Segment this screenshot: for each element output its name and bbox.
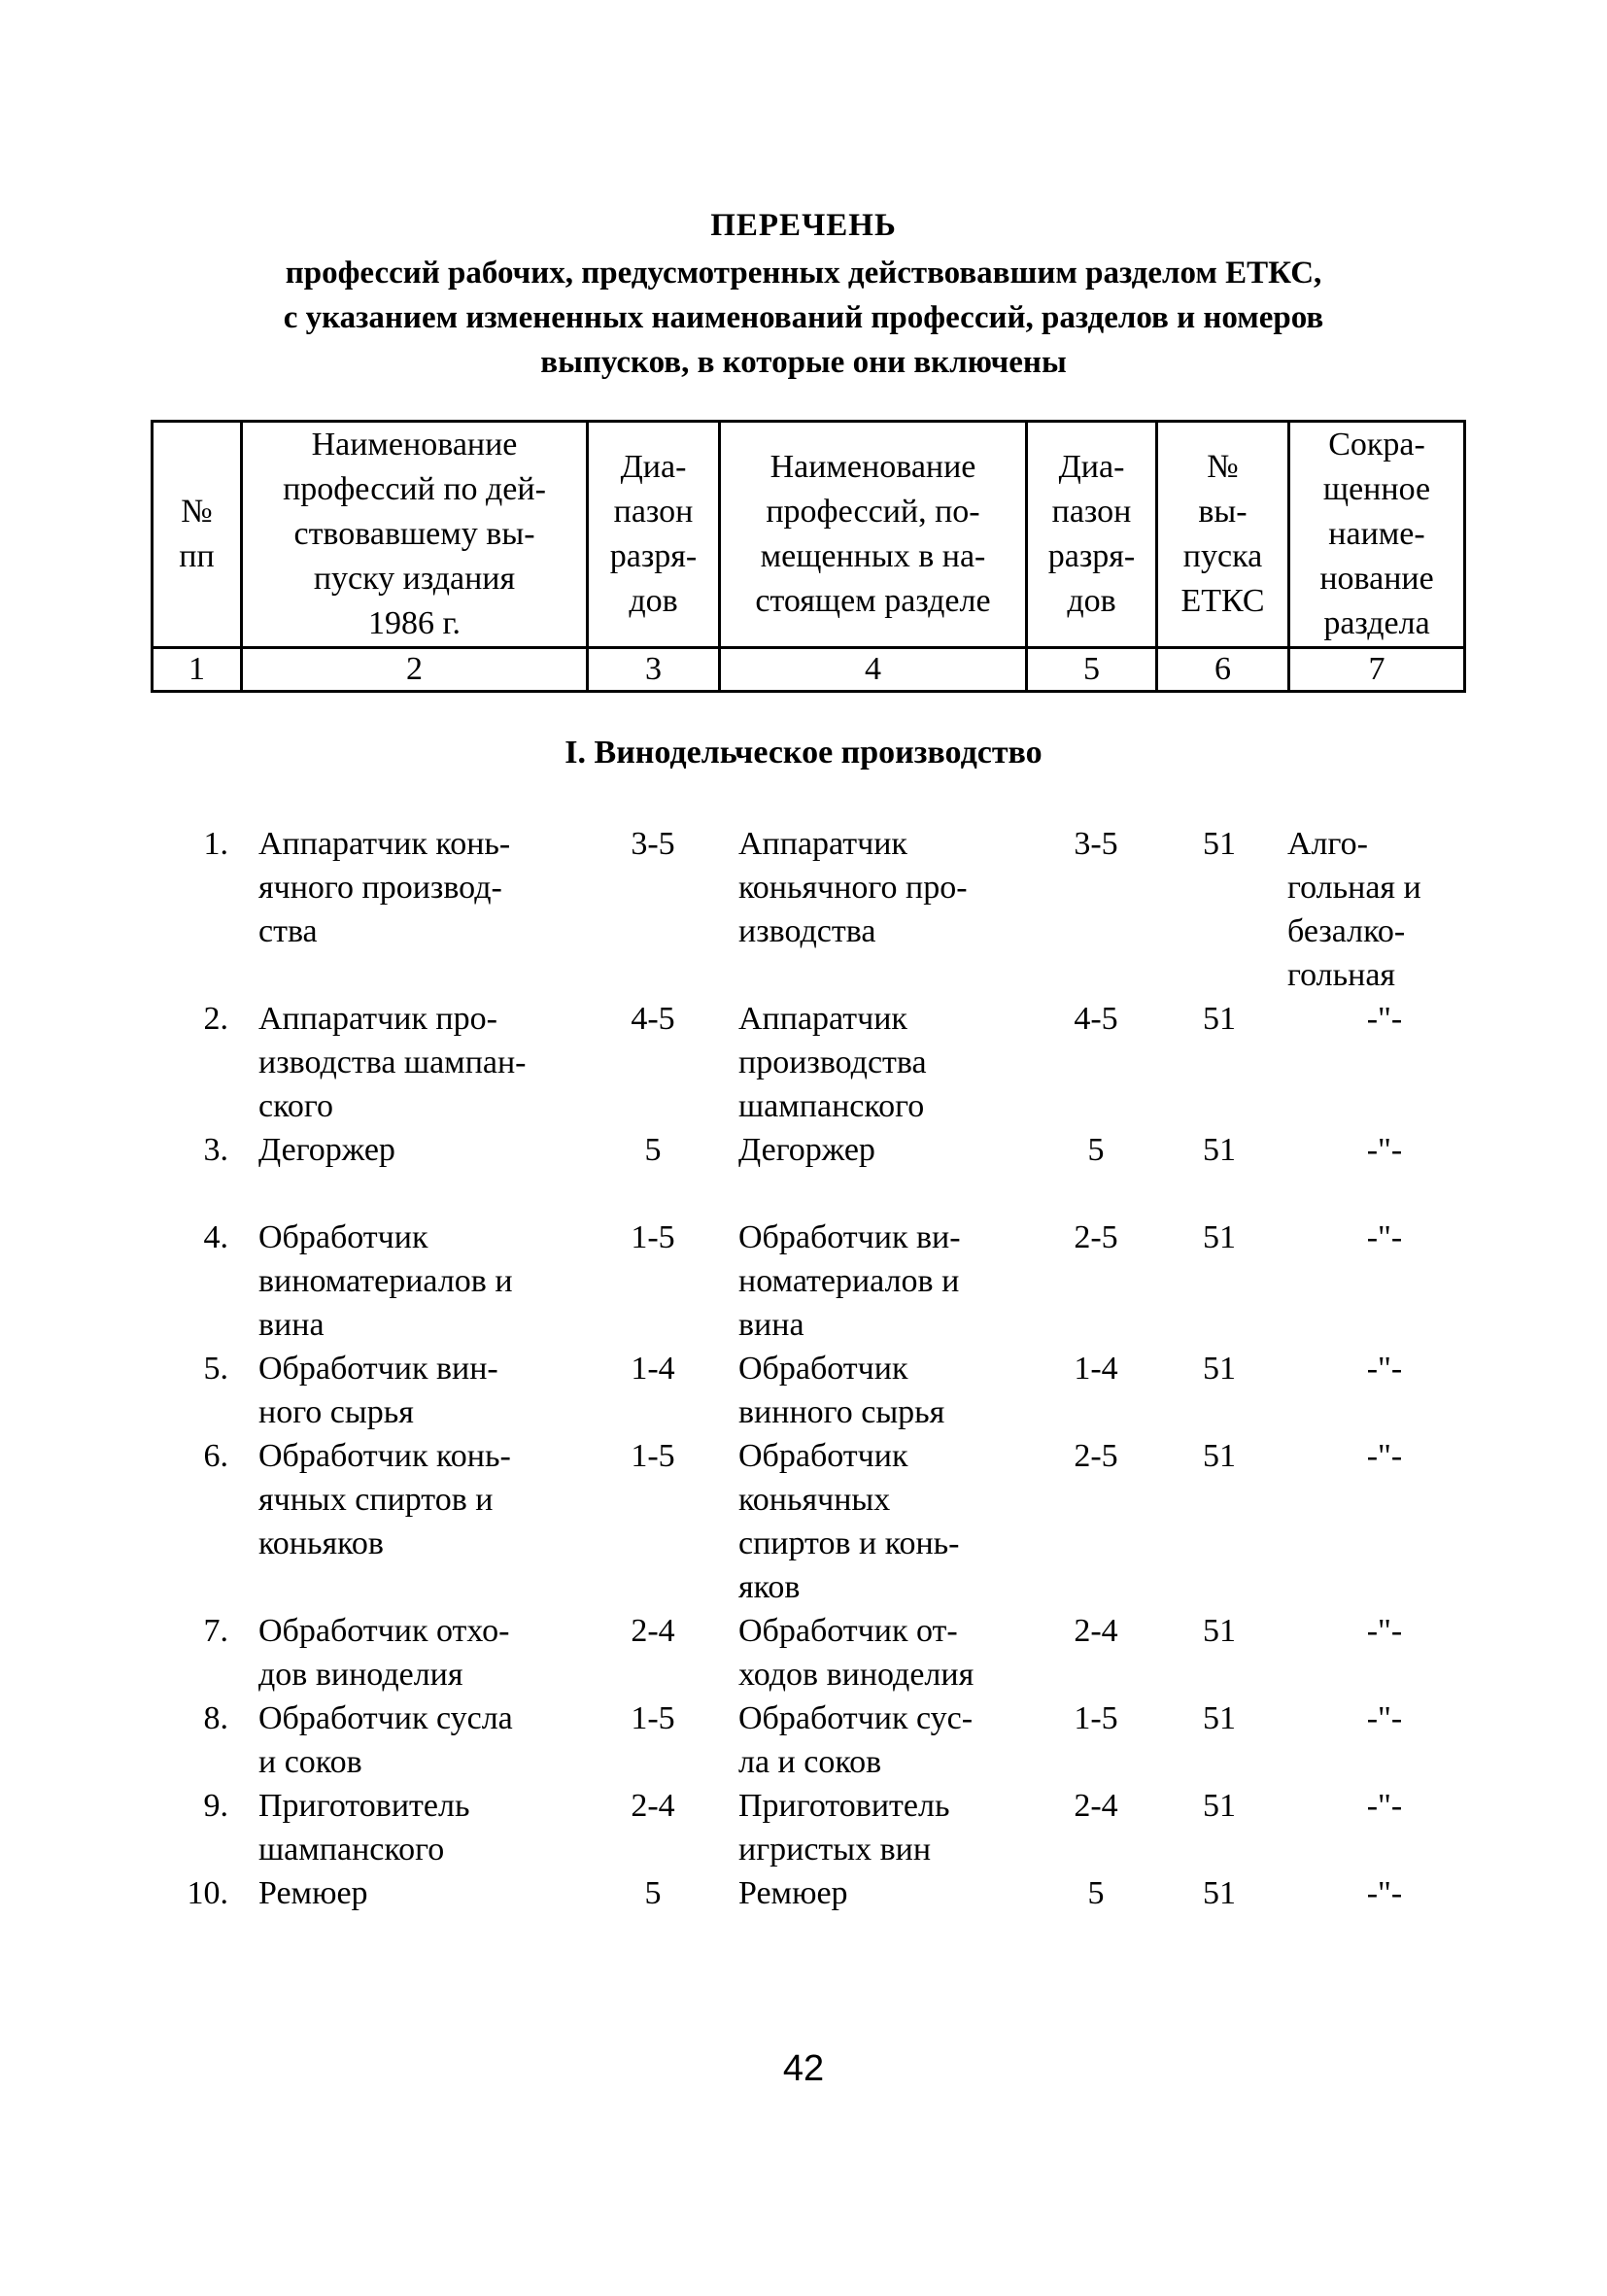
header-cell-new-range: Диа- пазон разря- дов — [1027, 422, 1157, 648]
row-number: 9. — [203, 1788, 228, 1824]
issue-number: 51 — [1203, 1613, 1236, 1649]
row-number: 5. — [203, 1351, 228, 1387]
issue-number: 51 — [1203, 1700, 1236, 1736]
column-number: 3 — [588, 648, 720, 692]
column-number: 7 — [1289, 648, 1465, 692]
new-profession-name: Обработчик коньячных спиртов и конь- яков — [738, 1438, 960, 1605]
document-subtitle — [0, 251, 1607, 385]
new-grade-range: 2-4 — [1074, 1613, 1118, 1649]
row-number: 7. — [203, 1613, 228, 1649]
column-header-table — [151, 420, 1466, 693]
old-grade-range: 1-4 — [631, 1351, 675, 1387]
header-cell-issue: № вы- пуска ЕТКС — [1157, 422, 1289, 648]
old-grade-range: 5 — [644, 1875, 662, 1911]
issue-number: 51 — [1203, 1788, 1236, 1824]
header-cell-new-profession: Наименование профессий, по- мещенных в на- стоящем разделе — [720, 422, 1027, 648]
new-profession-name: Обработчик ви- номатериалов и вина — [738, 1219, 961, 1343]
header-row — [153, 422, 1465, 648]
old-grade-range: 1-5 — [631, 1700, 675, 1736]
new-profession-name: Обработчик сус- ла и соков — [738, 1700, 974, 1780]
old-profession-name: Обработчик отхо- дов виноделия — [258, 1613, 510, 1693]
row-number: 10. — [187, 1875, 228, 1911]
new-grade-range: 5 — [1087, 1875, 1105, 1911]
old-grade-range: 5 — [644, 1132, 662, 1168]
section-short-name: -"- — [1366, 1219, 1403, 1255]
section-short-name: -"- — [1366, 1351, 1403, 1387]
old-grade-range: 3-5 — [631, 826, 675, 862]
issue-number: 51 — [1203, 826, 1236, 862]
issue-number: 51 — [1203, 1438, 1236, 1474]
column-number: 1 — [153, 648, 242, 692]
new-profession-name: Аппаратчик производства шампанского — [738, 1001, 927, 1124]
old-grade-range: 1-5 — [631, 1219, 675, 1255]
new-profession-name: Дегоржер — [738, 1132, 875, 1168]
new-grade-range: 1-5 — [1074, 1700, 1118, 1736]
header-cell-section-name: Сокра- щенное наиме- нование раздела — [1289, 422, 1465, 648]
issue-number: 51 — [1203, 1875, 1236, 1911]
section-short-name: -"- — [1366, 1438, 1403, 1474]
old-profession-name: Обработчик виноматериалов и вина — [258, 1219, 513, 1343]
header-cell-number: № пп — [153, 422, 242, 648]
row-number: 4. — [203, 1219, 228, 1255]
row-number: 1. — [203, 826, 228, 862]
old-profession-name: Аппаратчик про- изводства шампан- ского — [258, 1001, 527, 1124]
section-title: I. Винодельческое производство — [564, 735, 1043, 771]
subtitle-line: профессий рабочих, предусмотренных действовавшим разделом ЕТКС, — [285, 256, 1322, 291]
old-profession-name: Обработчик вин- ного сырья — [258, 1351, 498, 1430]
new-grade-range: 2-5 — [1074, 1438, 1118, 1474]
column-number: 4 — [720, 648, 1027, 692]
section-short-name: -"- — [1366, 1001, 1403, 1037]
new-profession-name: Обработчик винного сырья — [738, 1351, 945, 1430]
header-cell-old-range: Диа- пазон разря- дов — [588, 422, 720, 648]
issue-number: 51 — [1203, 1001, 1236, 1037]
issue-number: 51 — [1203, 1132, 1236, 1168]
new-grade-range: 3-5 — [1074, 826, 1118, 862]
new-grade-range: 1-4 — [1074, 1351, 1118, 1387]
issue-number: 51 — [1203, 1219, 1236, 1255]
new-grade-range: 2-4 — [1074, 1788, 1118, 1824]
header-number-row — [153, 648, 1465, 692]
document-title: ПЕРЕЧЕНЬ — [710, 208, 897, 243]
new-profession-name: Приготовитель игристых вин — [738, 1788, 950, 1868]
old-grade-range: 4-5 — [631, 1001, 675, 1037]
old-profession-name: Приготовитель шампанского — [258, 1788, 470, 1868]
old-profession-name: Дегоржер — [258, 1132, 395, 1168]
new-grade-range: 2-5 — [1074, 1219, 1118, 1255]
old-profession-name: Ремюер — [258, 1875, 368, 1911]
row-number: 8. — [203, 1700, 228, 1736]
new-grade-range: 4-5 — [1074, 1001, 1118, 1037]
section-short-name: -"- — [1366, 1613, 1403, 1649]
old-grade-range: 1-5 — [631, 1438, 675, 1474]
new-profession-name: Ремюер — [738, 1875, 848, 1911]
section-short-name: -"- — [1366, 1788, 1403, 1824]
old-grade-range: 2-4 — [631, 1788, 675, 1824]
subtitle-line: выпусков, в которые они включены — [540, 345, 1067, 380]
column-number: 5 — [1027, 648, 1157, 692]
section-short-name: -"- — [1366, 1875, 1403, 1911]
row-number: 3. — [203, 1132, 228, 1168]
section-short-name: -"- — [1366, 1132, 1403, 1168]
section-short-name: Алго- гольная и безалко- гольная — [1287, 826, 1421, 993]
old-profession-name: Аппаратчик конь- ячного производ- ства — [258, 826, 511, 949]
old-profession-name: Обработчик конь- ячных спиртов и коньяков — [258, 1438, 511, 1561]
section-short-name: -"- — [1366, 1700, 1403, 1736]
row-number: 2. — [203, 1001, 228, 1037]
issue-number: 51 — [1203, 1351, 1236, 1387]
old-grade-range: 2-4 — [631, 1613, 675, 1649]
column-number: 6 — [1157, 648, 1289, 692]
old-profession-name: Обработчик сусла и соков — [258, 1700, 513, 1780]
column-number: 2 — [242, 648, 588, 692]
subtitle-line: с указанием измененных наименований профессий, разделов и номеров — [283, 300, 1324, 335]
new-grade-range: 5 — [1087, 1132, 1105, 1168]
page-number: 42 — [782, 2048, 825, 2089]
header-cell-old-profession: Наименование профессий по дей- ствовавшему вы- пуску издания 1986 г. — [242, 422, 588, 648]
new-profession-name: Аппаратчик коньячного про- изводства — [738, 826, 968, 949]
row-number: 6. — [203, 1438, 228, 1474]
new-profession-name: Обработчик от- ходов виноделия — [738, 1613, 974, 1693]
